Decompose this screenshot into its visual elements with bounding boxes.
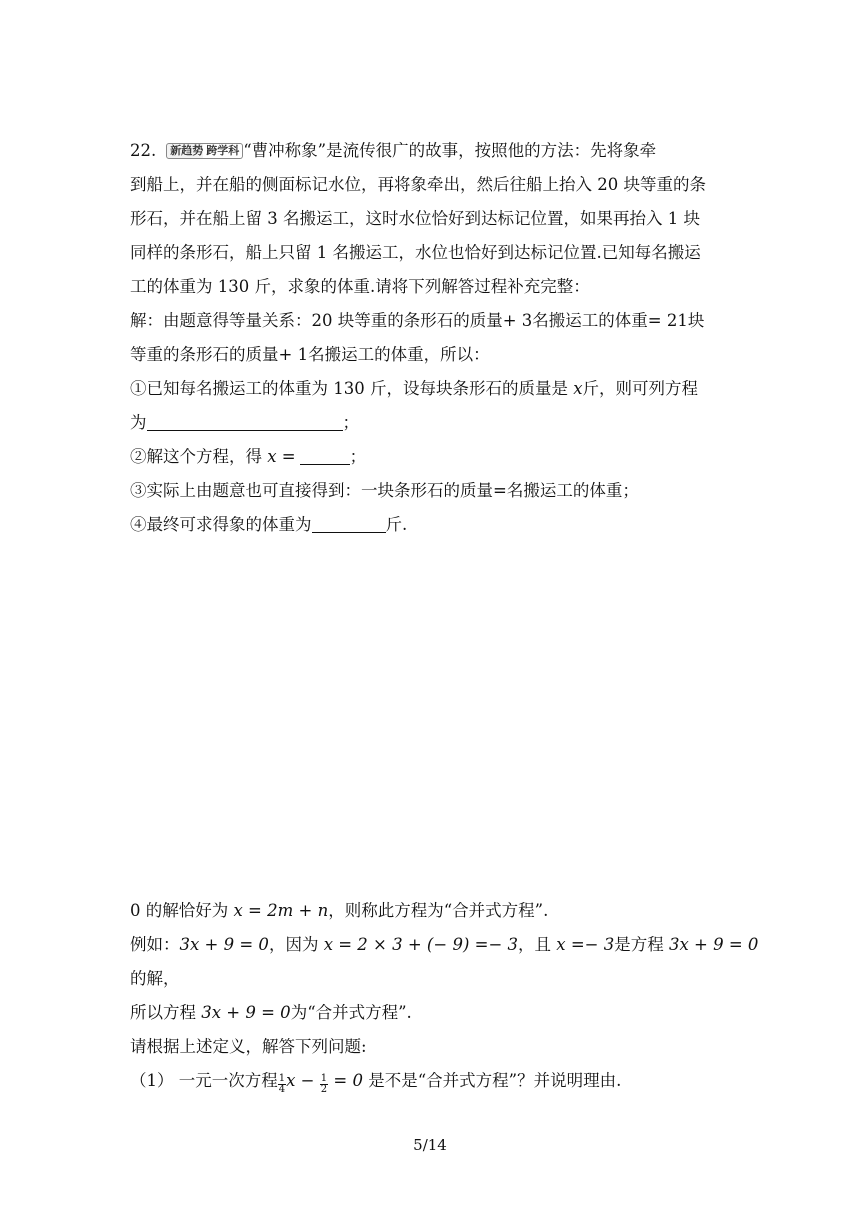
fraction-one-quarter (278, 1074, 286, 1095)
math-expression: x − (286, 1071, 315, 1090)
problem-22-line-10 (130, 447, 366, 467)
numerator: 1 (320, 1073, 328, 1084)
problem-22-line-11: ③实际上由题意也可直接得到：一块条形石的质量=名搬运工的体重； (130, 481, 639, 500)
denominator: 2 (320, 1084, 328, 1095)
math-expression: x =− 3 (556, 935, 615, 954)
text: 为“合并式方程”. (290, 1003, 412, 1022)
x-equals: x = (267, 447, 296, 466)
problem-22-line-5: 工的体重为 130 斤，求象的体重.请将下列解答过程补充完整： (130, 277, 590, 296)
numerator: 1 (278, 1073, 286, 1084)
variable-x: x (573, 379, 583, 398)
text: 是不是“合并式方程”？并说明理由. (362, 1071, 622, 1090)
problem-23-line-4 (130, 1003, 412, 1023)
problem-22-text-1: “曹冲称象”是流传很广的故事，按照他的方法：先将象牵 (243, 141, 657, 160)
text: 所以方程 (130, 1003, 202, 1022)
step-4-text: ④最终可求得象的体重为 (130, 515, 312, 534)
solution-blank[interactable] (300, 448, 350, 465)
semicolon: ； (349, 447, 367, 466)
problem-22-line-9 (130, 413, 359, 433)
step-1-text: ①已知每名搬运工的体重为 130 斤，设每块条形石的质量是 (130, 379, 574, 398)
question-1-text: （1） 一元一次方程 (130, 1071, 278, 1090)
step-1-text-cont: 斤，则可列方程 (582, 379, 699, 398)
math-expression: 3x + 9 = 0 (201, 1003, 291, 1022)
problem-22-line-2: 到船上，并在船的侧面标记水位，再将象牵出，然后往船上抬入 20 块等重的条 (130, 175, 706, 194)
denominator: 4 (278, 1084, 286, 1095)
unit-jin: 斤. (385, 515, 408, 534)
math-expression: 3x + 9 = 0 (668, 935, 759, 954)
new-trend-tag: 新趋势 (166, 143, 207, 159)
step-2-text: ②解这个方程，得 (130, 447, 268, 466)
problem-23-line-5: 请根据上述定义，解答下列问题: (130, 1037, 367, 1056)
problem-22-line-3: 形石，并在船上留 3 名搬运工，这时水位恰好到达标记位置，如果再抬入 1 块 (130, 209, 700, 228)
text: ，则称此方程为“合并式方程”. (328, 901, 549, 920)
problem-23-line-3: 的解， (130, 969, 180, 988)
cross-discipline-tag: 跨学科 (203, 143, 243, 159)
problem-22-line-4: 同样的条形石，船上只留 1 名搬运工，水位也恰好到达标记位置.已知每名搬运 (130, 243, 701, 262)
problem-23-line-1 (130, 901, 548, 921)
text: ，且 (518, 935, 557, 954)
page-number: 5/14 (413, 1136, 447, 1154)
problem-22-line-6: 解：由题意得等量关系：20 块等重的条形石的质量+ 3名搬运工的体重= 21块 (130, 311, 705, 330)
problem-23-line-6 (130, 1071, 621, 1095)
math-expression: x = 2m + n (233, 901, 329, 920)
math-expression: 3x + 9 = 0 (179, 935, 269, 954)
problem-22-line-7: 等重的条形石的质量+ 1名搬运工的体重，所以： (130, 345, 490, 364)
problem-22-line-12 (130, 515, 407, 535)
text: ，因为 (268, 935, 324, 954)
fraction-one-half (320, 1074, 328, 1095)
problem-23-line-2 (130, 935, 758, 955)
equation-blank[interactable] (147, 414, 343, 431)
math-expression: = 0 (333, 1071, 363, 1090)
problem-number: 22. (130, 141, 157, 160)
math-expression: x = 2 × 3 + (− 9) =− 3 (323, 935, 519, 954)
equation-prefix: 为 (130, 413, 147, 432)
text: 是方程 (614, 935, 669, 954)
problem-22-line-8 (130, 379, 698, 399)
elephant-weight-blank[interactable] (312, 516, 386, 533)
semicolon: ； (342, 413, 359, 432)
problem-22-line-1 (130, 141, 656, 161)
text: 0 的解恰好为 (130, 901, 234, 920)
text: 例如： (130, 935, 180, 954)
